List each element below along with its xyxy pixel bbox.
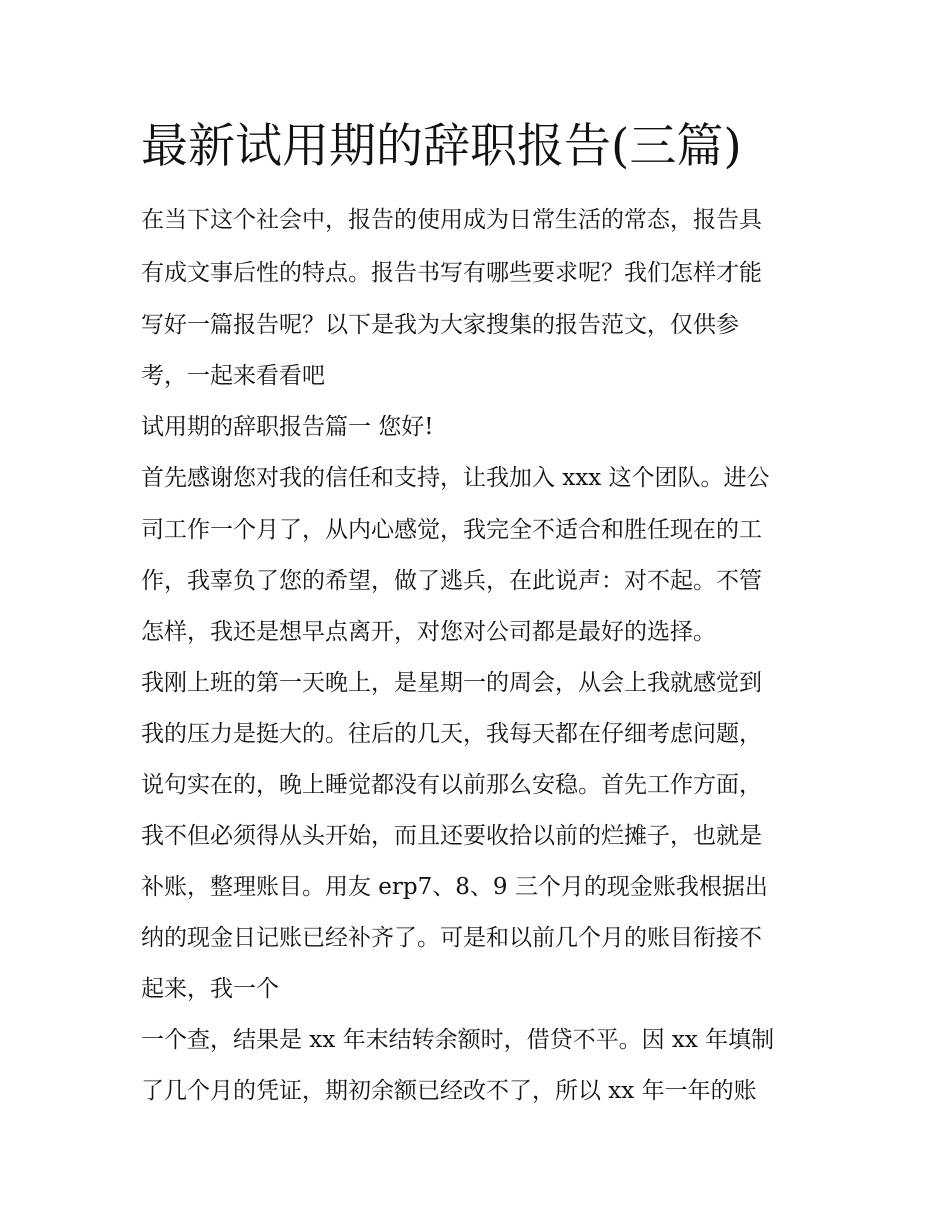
body-line: 怎样，我还是想早点离开，对您对公司都是最好的选择。 — [141, 619, 716, 645]
body-line: 纳的现金日记账已经补齐了。可是和以前几个月的账目衔接不 — [141, 925, 762, 951]
body-line: 了几个月的凭证，期初余额已经改不了，所以 xx 年一年的账 — [141, 1078, 757, 1104]
body-line: 我的压力是挺大的。往后的几天，我每天都在仔细考虑问题， — [141, 721, 762, 747]
section-heading: 试用期的辞职报告篇一 您好! — [141, 414, 434, 440]
body-line: 我不但必须得从头开始，而且还要收拾以前的烂摊子，也就是 — [141, 823, 762, 849]
body-line: 考，一起来看看吧 — [141, 363, 325, 389]
body-line: 有成文事后性的特点。报告书写有哪些要求呢？我们怎样才能 — [141, 260, 762, 286]
body-line: 作，我辜负了您的希望，做了逃兵，在此说声：对不起。不管 — [141, 568, 762, 594]
body-line: 在当下这个社会中，报告的使用成为日常生活的常态，报告具 — [141, 207, 762, 233]
document-title: 最新试用期的辞职报告(三篇) — [141, 119, 742, 174]
body-line: 司工作一个月了，从内心感觉，我完全不适合和胜任现在的工 — [141, 517, 762, 543]
body-line: 写好一篇报告呢？以下是我为大家搜集的报告范文，仅供参 — [141, 312, 739, 338]
body-line: 我刚上班的第一天晚上，是星期一的周会，从会上我就感觉到 — [141, 670, 762, 696]
body-line: 首先感谢您对我的信任和支持，让我加入 xxx 这个团队。进公 — [141, 465, 770, 491]
body-line: 说句实在的，晚上睡觉都没有以前那么安稳。首先工作方面， — [141, 772, 762, 798]
body-line: 一个查，结果是 xx 年末结转余额时，借贷不平。因 xx 年填制 — [141, 1027, 775, 1053]
body-line: 起来，我一个 — [141, 976, 279, 1002]
body-line: 补账，整理账目。用友 erp7、8、9 三个月的现金账我根据出 — [141, 874, 768, 900]
